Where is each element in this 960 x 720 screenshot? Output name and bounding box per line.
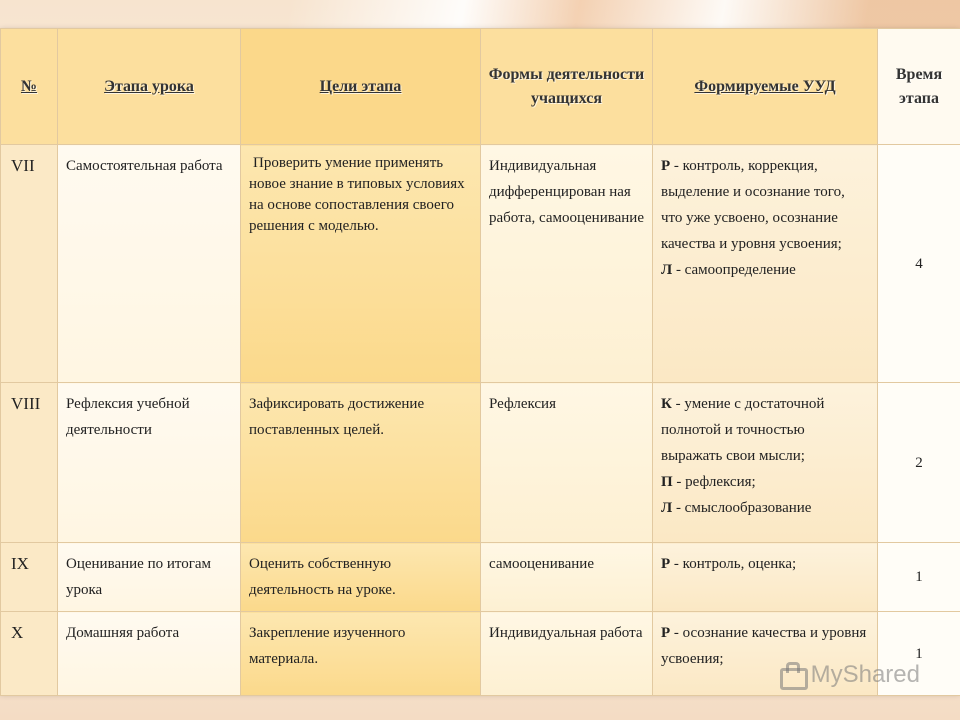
header-row [1, 29, 960, 145]
row-goals: Проверить умение применять новое знание в типовых условиях на основе сопоставления своего решения с моделью. [241, 145, 481, 383]
watermark [777, 660, 920, 690]
uud-key: К [661, 396, 672, 412]
uud-text: - самоопределение [672, 262, 796, 278]
row-uud [653, 543, 878, 612]
uud-key: Р [661, 625, 671, 641]
lesson-table-container [0, 28, 960, 692]
row-num: VII [1, 145, 58, 383]
uud-text: - умение с достаточной полнотой и точностью выражать свои мысли; [661, 396, 825, 464]
uud-text: - контроль, оценка; [670, 556, 797, 572]
row-stage: Оценивание по итогам урока [58, 543, 241, 612]
row-forms: Индивидуальная дифференцирован ная работа, самооценивание [481, 145, 653, 383]
row-stage: Самостоятельная работа [58, 145, 241, 383]
watermark-text: MyShared [810, 661, 920, 688]
uud-text: - рефлексия; [672, 474, 756, 490]
uud-key: Р [661, 158, 671, 174]
row-stage: Рефлексия учебной деятельности [58, 383, 241, 543]
row-uud [653, 383, 878, 543]
header-goals: Цели этапа [241, 29, 481, 145]
row-goals: Закрепление изученного материала. [241, 612, 481, 696]
row-goals: Оценить собственную деятельность на уроке. [241, 543, 481, 612]
row-forms: Индивидуальная работа [481, 612, 653, 696]
row-num: VIII [1, 383, 58, 543]
bag-icon [777, 662, 805, 688]
table-row [1, 543, 960, 612]
row-time: 1 [878, 612, 960, 696]
header-time: Время этапа [878, 29, 960, 145]
row-time: 4 [878, 145, 960, 383]
row-num: IX [1, 543, 58, 612]
uud-text: - смыслообразование [672, 500, 812, 516]
row-forms: самооценивание [481, 543, 653, 612]
row-uud [653, 145, 878, 383]
table-row [1, 145, 960, 383]
row-forms: Рефлексия [481, 383, 653, 543]
table-row [1, 383, 960, 543]
uud-key: П [661, 474, 673, 490]
row-num: X [1, 612, 58, 696]
uud-text: - осознание качества и уровня усвоения; [661, 625, 867, 667]
uud-key: Р [661, 556, 671, 572]
row-time: 2 [878, 383, 960, 543]
row-goals: Зафиксировать достижение поставленных целей. [241, 383, 481, 543]
lesson-stages-table [0, 28, 960, 696]
header-stage: Этапа урока [58, 29, 241, 145]
uud-key: Л [661, 500, 673, 516]
uud-text: - контроль, коррекция, выделение и осознание того, что уже усвоено, осознание качества и уровня усвоения; [661, 158, 845, 252]
header-num: № [1, 29, 58, 145]
row-stage: Домашняя работа [58, 612, 241, 696]
uud-key: Л [661, 262, 673, 278]
header-uud: Формируемые УУД [653, 29, 878, 145]
header-forms: Формы деятельности учащихся [481, 29, 653, 145]
row-time: 1 [878, 543, 960, 612]
